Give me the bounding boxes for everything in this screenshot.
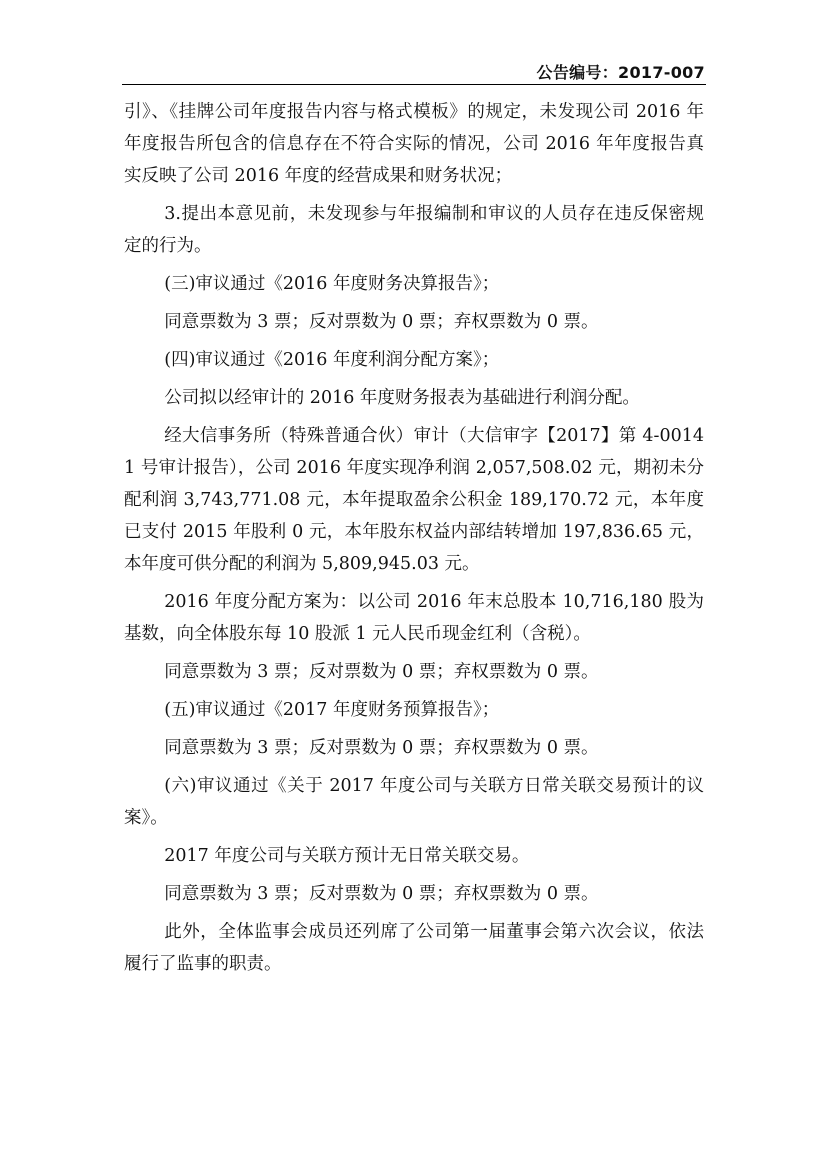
document-body <box>124 96 704 986</box>
resolution-6-detail: 2017 年度公司与关联方预计无日常关联交易。 <box>164 846 530 866</box>
resolution-4-intro: 公司拟以经审计的 2016 年度财务报表为基础进行利润分配。 <box>164 388 640 408</box>
resolution-3-title: (三)审议通过《2016 年度财务决算报告》； <box>164 274 500 294</box>
resolution-4-audit-details: 经大信事务所（特殊普通合伙）审计（大信审字【2017】第 4-00141 号审计报告），公司 2016 年度实现净利润 2,057,508.02 元，期初未分配利润 3,743,771.08 元，本年提取盈余公积金 189,170.72 元，本年度已支付 2015 年股利 0 元，本年股东权益内部结转增加 197,836.65 元，本年度可供分配的利润为 5,809,945.03 元。 <box>124 426 704 574</box>
resolution-6-title: (六)审议通过《关于 2017 年度公司与关联方日常关联交易预计的议案》。 <box>124 776 704 828</box>
header-divider <box>122 84 706 85</box>
resolution-4-title: (四)审议通过《2016 年度利润分配方案》； <box>164 350 500 370</box>
paragraph-confidentiality: 3.提出本意见前，未发现参与年报编制和审议的人员存在违反保密规定的行为。 <box>124 204 704 256</box>
paragraph-report-conformity: 引》、《挂牌公司年度报告内容与格式模板》的规定，未发现公司 2016 年年度报告所包含的信息存在不符合实际的情况，公司 2016 年年度报告真实反映了公司 2016 年度的经营成果和财务状况； <box>124 102 704 186</box>
resolution-3-votes: 同意票数为 3 票；反对票数为 0 票；弃权票数为 0 票。 <box>164 312 599 332</box>
resolution-6-votes: 同意票数为 3 票；反对票数为 0 票；弃权票数为 0 票。 <box>164 884 599 904</box>
resolution-5-votes: 同意票数为 3 票；反对票数为 0 票；弃权票数为 0 票。 <box>164 738 599 758</box>
announcement-number: 公告编号：2017-007 <box>536 63 705 82</box>
resolution-4-distribution-plan: 2016 年度分配方案为：以公司 2016 年末总股本 10,716,180 股为基数，向全体股东每 10 股派 1 元人民币现金红利（含税）。 <box>124 592 704 644</box>
resolution-4-votes: 同意票数为 3 票；反对票数为 0 票；弃权票数为 0 票。 <box>164 662 599 682</box>
paragraph-attendance: 此外，全体监事会成员还列席了公司第一届董事会第六次会议，依法履行了监事的职责。 <box>124 922 704 974</box>
resolution-5-title: (五)审议通过《2017 年度财务预算报告》； <box>164 700 500 720</box>
